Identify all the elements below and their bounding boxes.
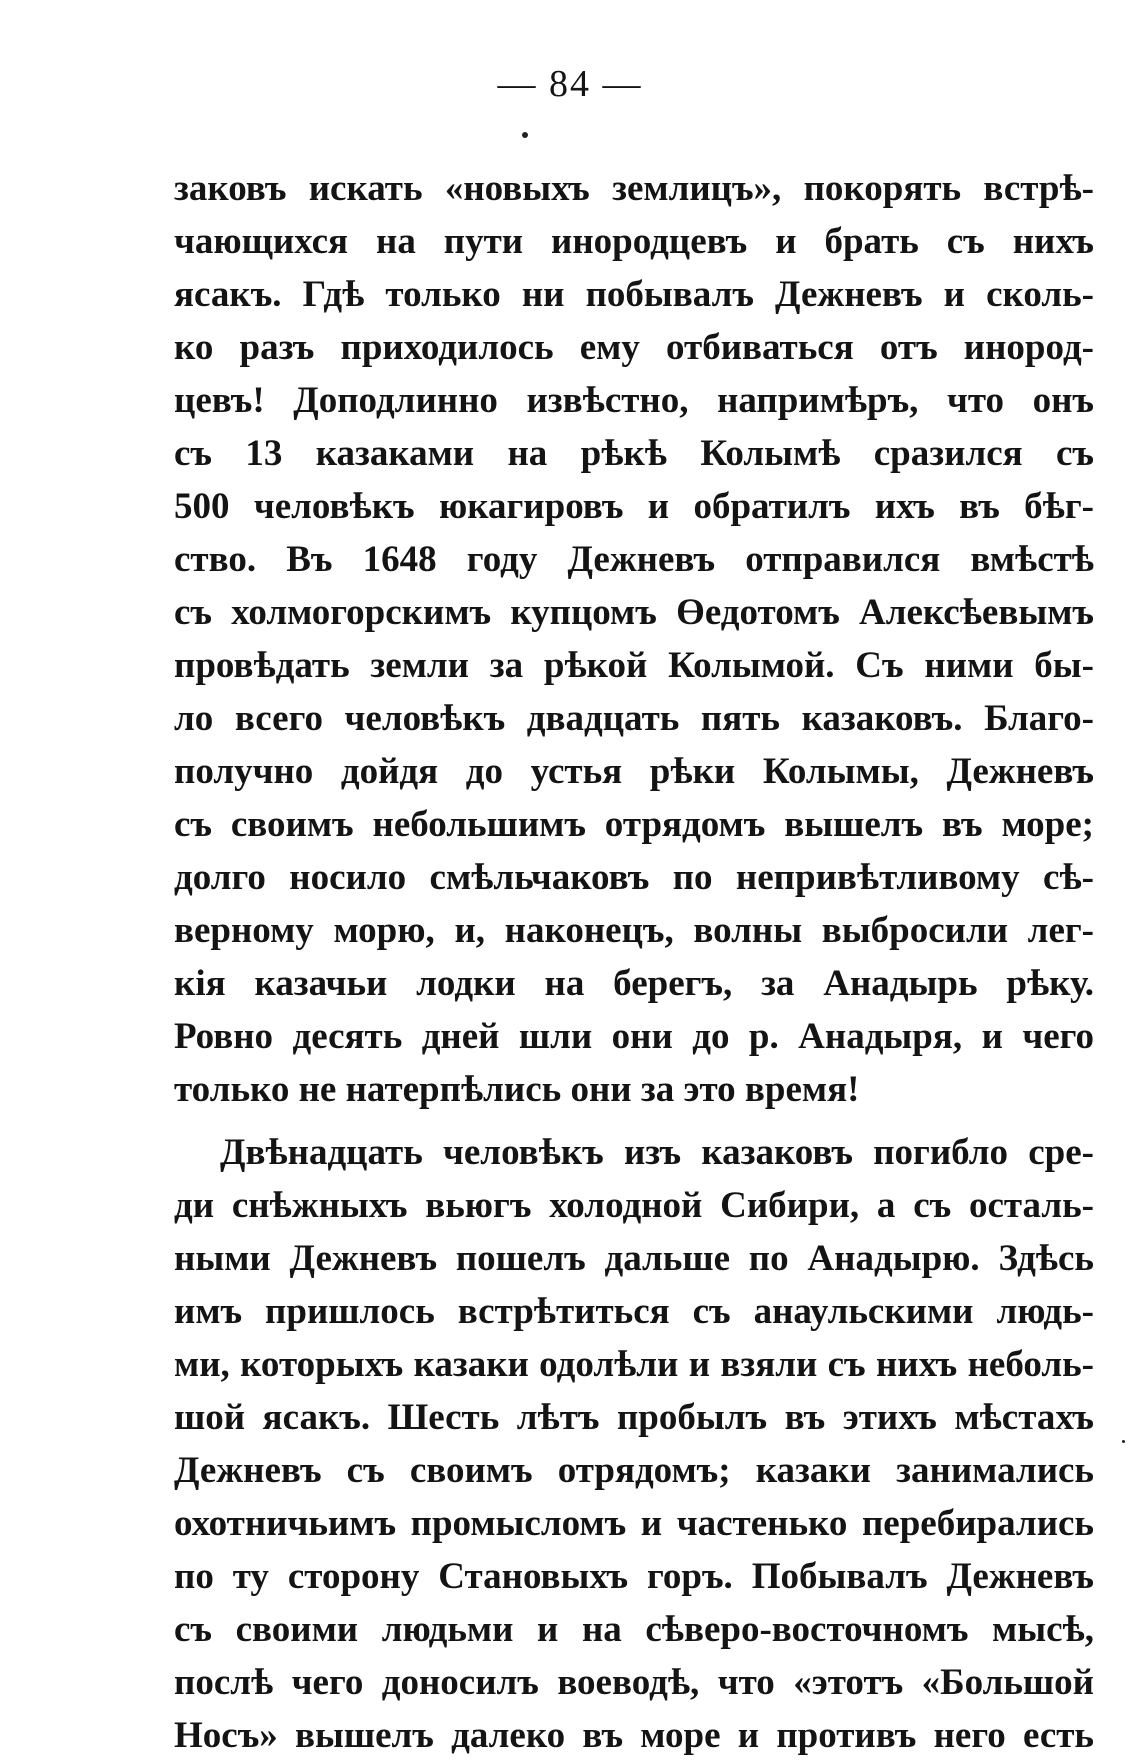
text-line: верному морю, и, наконецъ, волны выбросили лег- bbox=[174, 910, 1094, 951]
paragraph-1 bbox=[174, 162, 1094, 1116]
text-line: ло всего человѣкъ двадцать пять казаковъ. Благо- bbox=[174, 698, 1094, 739]
text-line: ясакъ. Гдѣ только ни побывалъ Дежневъ и сколь- bbox=[174, 274, 1094, 315]
text-line: съ холмогорскимъ купцомъ Өедотомъ Алексѣевымъ bbox=[174, 592, 1094, 633]
text-line: получно дойдя до устья рѣки Колымы, Дежневъ bbox=[174, 751, 1094, 792]
text-line: только не натерпѣлись они за это время! bbox=[174, 1069, 860, 1110]
text-line: заковъ искать «новыхъ землицъ», покорять встрѣ- bbox=[174, 168, 1094, 209]
text-line: ми, которыхъ казаки одолѣли и взяли съ нихъ неболь- bbox=[174, 1344, 1094, 1385]
text-line: ко разъ приходилось ему отбиваться отъ инород- bbox=[174, 327, 1094, 368]
text-line: ство. Въ 1648 году Дежневъ отправился вмѣстѣ bbox=[174, 539, 1094, 580]
text-line: Двѣнадцать человѣкъ изъ казаковъ погибло сре- bbox=[220, 1132, 1094, 1173]
text-line: кія казачьи лодки на берегъ, за Анадырь рѣку. bbox=[174, 963, 1094, 1004]
text-line: имъ пришлось встрѣтиться съ анаульскими людь- bbox=[174, 1291, 1094, 1332]
text-line: провѣдать земли за рѣкой Колымой. Съ ними бы- bbox=[174, 645, 1094, 686]
ink-speck bbox=[1122, 1440, 1125, 1443]
text-line: ди снѣжныхъ вьюгъ холодной Сибири, а съ осталь- bbox=[174, 1185, 1094, 1226]
text-line: Носъ» вышелъ далеко въ море и противъ него есть bbox=[174, 1715, 1094, 1756]
ink-speck bbox=[522, 132, 528, 138]
text-line: съ 13 казаками на рѣкѣ Колымѣ сразился съ bbox=[174, 433, 1094, 474]
text-line: съ своими людьми и на сѣверо-восточномъ мысѣ, bbox=[174, 1609, 1094, 1650]
text-line: Дежневъ съ своимъ отрядомъ; казаки занимались bbox=[174, 1450, 1094, 1491]
text-line: 500 человѣкъ юкагировъ и обратилъ ихъ въ бѣг- bbox=[174, 486, 1094, 527]
text-line: охотничьимъ промысломъ и частенько перебирались bbox=[174, 1503, 1094, 1544]
text-line: Ровно десять дней шли они до р. Анадыря, и чего bbox=[174, 1016, 1094, 1057]
text-line: съ своимъ небольшимъ отрядомъ вышелъ въ море; bbox=[174, 804, 1094, 845]
page-number: — 84 — bbox=[497, 63, 643, 105]
paragraph-2 bbox=[174, 1126, 1094, 1762]
text-line: цевъ! Доподлинно извѣстно, напримѣръ, что онъ bbox=[174, 380, 1094, 421]
text-line: по ту сторону Становыхъ горъ. Побывалъ Дежневъ bbox=[174, 1556, 1094, 1597]
text-line: чающихся на пути инородцевъ и брать съ нихъ bbox=[174, 221, 1094, 262]
text-line: долго носило смѣльчаковъ по непривѣтливому сѣ- bbox=[174, 857, 1094, 898]
text-line: ными Дежневъ пошелъ дальше по Анадырю. Здѣсь bbox=[174, 1238, 1094, 1279]
page-body bbox=[174, 162, 1094, 1762]
text-line: послѣ чего доносилъ воеводѣ, что «этотъ «Большой bbox=[174, 1662, 1094, 1703]
text-line: шой ясакъ. Шесть лѣтъ пробылъ въ этихъ мѣстахъ bbox=[174, 1397, 1094, 1438]
paragraph-gap bbox=[174, 1116, 1094, 1126]
